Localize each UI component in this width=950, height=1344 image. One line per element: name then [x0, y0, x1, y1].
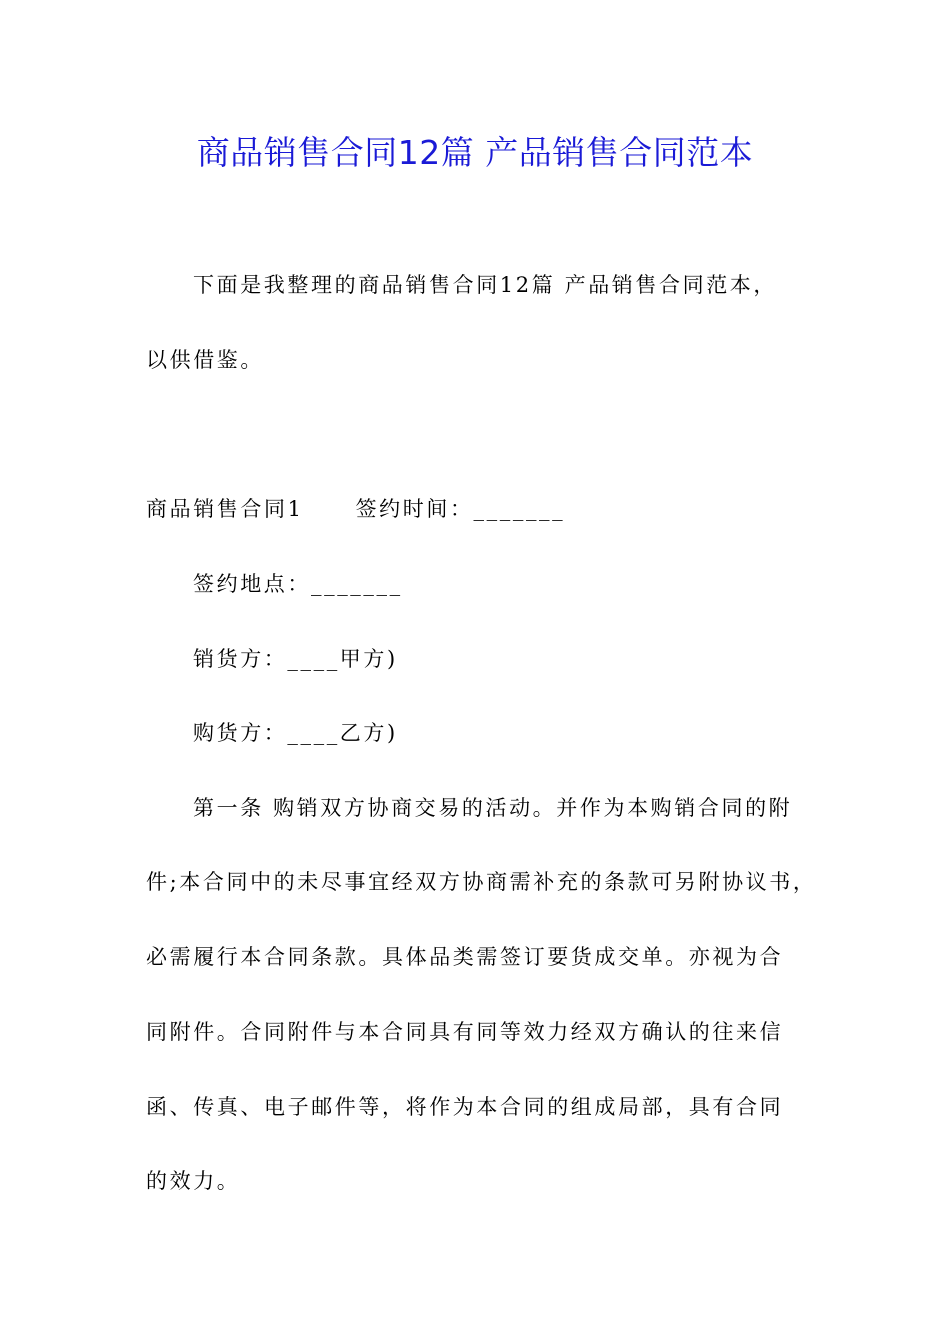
seller-line: 销货方：____甲方)	[193, 647, 398, 671]
contract-heading-row	[146, 494, 565, 524]
article1-line-1: 第一条 购销双方协商交易的活动。并作为本购销合同的附	[193, 796, 793, 820]
sign-time: 签约时间：_______	[355, 497, 566, 521]
article1-line-6: 的效力。	[146, 1169, 241, 1193]
article1-line-5: 函、传真、电子邮件等，将作为本合同的组成局部，具有合同	[146, 1095, 784, 1119]
page-title: 商品销售合同12篇 产品销售合同范本	[196, 133, 754, 172]
article1-line-4: 同附件。合同附件与本合同具有同等效力经双方确认的往来信	[146, 1020, 784, 1044]
buyer-line: 购货方：____乙方)	[193, 721, 398, 745]
sign-place: 签约地点：_______	[193, 572, 403, 596]
contract-heading: 商品销售合同1	[146, 497, 304, 521]
intro-line-2: 以供借鉴。	[146, 348, 264, 372]
article1-line-3: 必需履行本合同条款。具体品类需签订要货成交单。亦视为合	[146, 945, 784, 969]
article1-line-2: 件;本合同中的未尽事宜经双方协商需补充的条款可另附协议书，	[146, 870, 817, 894]
intro-line-1: 下面是我整理的商品销售合同12篇 产品销售合同范本，	[193, 273, 777, 297]
